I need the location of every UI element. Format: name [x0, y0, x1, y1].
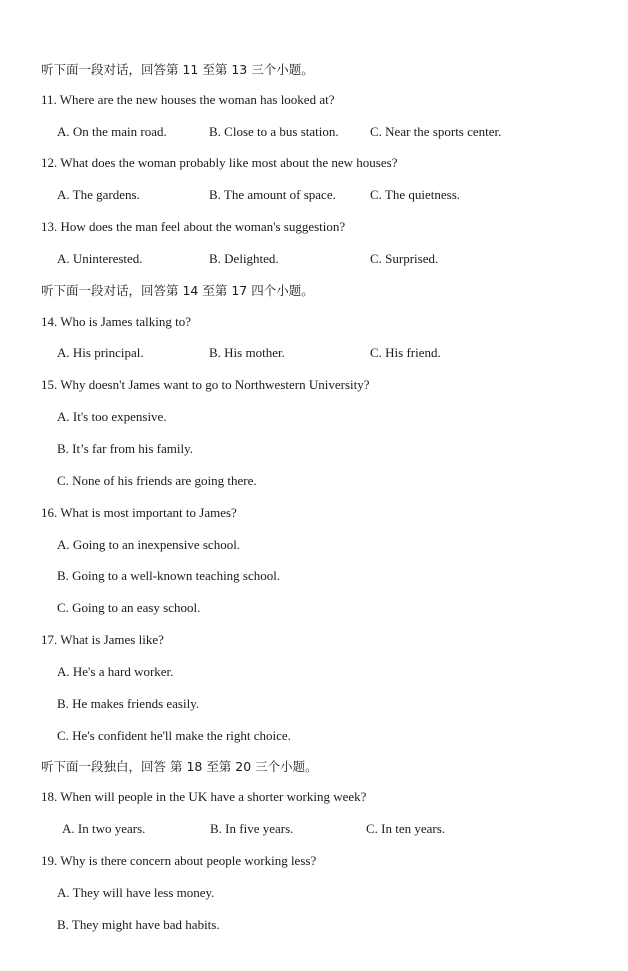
option-c: C. His friend.: [370, 345, 441, 360]
option-b: B. The amount of space.: [209, 187, 336, 202]
option-a: A. It's too expensive.: [57, 409, 167, 424]
section-instruction: 听下面一段对话，回答第 14 至第 17 四个小题。: [41, 283, 314, 298]
question-stem: 18. When will people in the UK have a shorter working week?: [41, 789, 367, 804]
option-b: B. It’s far from his family.: [57, 441, 193, 456]
question-stem: 12. What does the woman probably like most about the new houses?: [41, 155, 398, 170]
question-stem: 11. Where are the new houses the woman has looked at?: [41, 92, 335, 107]
option-a: A. In two years.: [62, 821, 146, 836]
section-instruction: 听下面一段独白，回答 第 18 至第 20 三个小题。: [41, 759, 318, 774]
option-a: A. He's a hard worker.: [57, 664, 174, 679]
question-stem: 19. Why is there concern about people working less?: [41, 853, 317, 868]
option-a: A. Uninterested.: [57, 251, 143, 266]
option-a: A. They will have less money.: [57, 885, 215, 900]
option-c: C. He's confident he'll make the right choice.: [57, 728, 291, 743]
question-stem: 17. What is James like?: [41, 632, 164, 647]
option-c: C. The quietness.: [370, 187, 461, 202]
option-a: A. His principal.: [57, 345, 144, 360]
option-b: B. Going to a well-known teaching school.: [57, 568, 281, 583]
option-b: B. They might have bad habits.: [57, 917, 220, 932]
option-b: B. Close to a bus station.: [209, 124, 339, 139]
option-c: C. Surprised.: [370, 251, 439, 266]
option-a: A. The gardens.: [57, 187, 140, 202]
option-b: B. Delighted.: [209, 251, 279, 266]
option-c: C. Going to an easy school.: [57, 600, 201, 615]
option-b: B. In five years.: [210, 821, 294, 836]
question-stem: 13. How does the man feel about the woman's suggestion?: [41, 219, 346, 234]
option-b: B. His mother.: [209, 345, 285, 360]
option-c: C. None of his friends are going there.: [57, 473, 257, 488]
section-instruction: 听下面一段对话，回答第 11 至第 13 三个小题。: [41, 62, 314, 77]
option-b: B. He makes friends easily.: [57, 696, 200, 711]
option-c: C. In ten years.: [366, 821, 446, 836]
question-stem: 14. Who is James talking to?: [41, 314, 191, 329]
option-a: A. Going to an inexpensive school.: [57, 537, 241, 552]
question-stem: 16. What is most important to James?: [41, 505, 237, 520]
option-c: C. Near the sports center.: [370, 124, 502, 139]
question-stem: 15. Why doesn't James want to go to Northwestern University?: [41, 377, 370, 392]
option-a: A. On the main road.: [57, 124, 167, 139]
